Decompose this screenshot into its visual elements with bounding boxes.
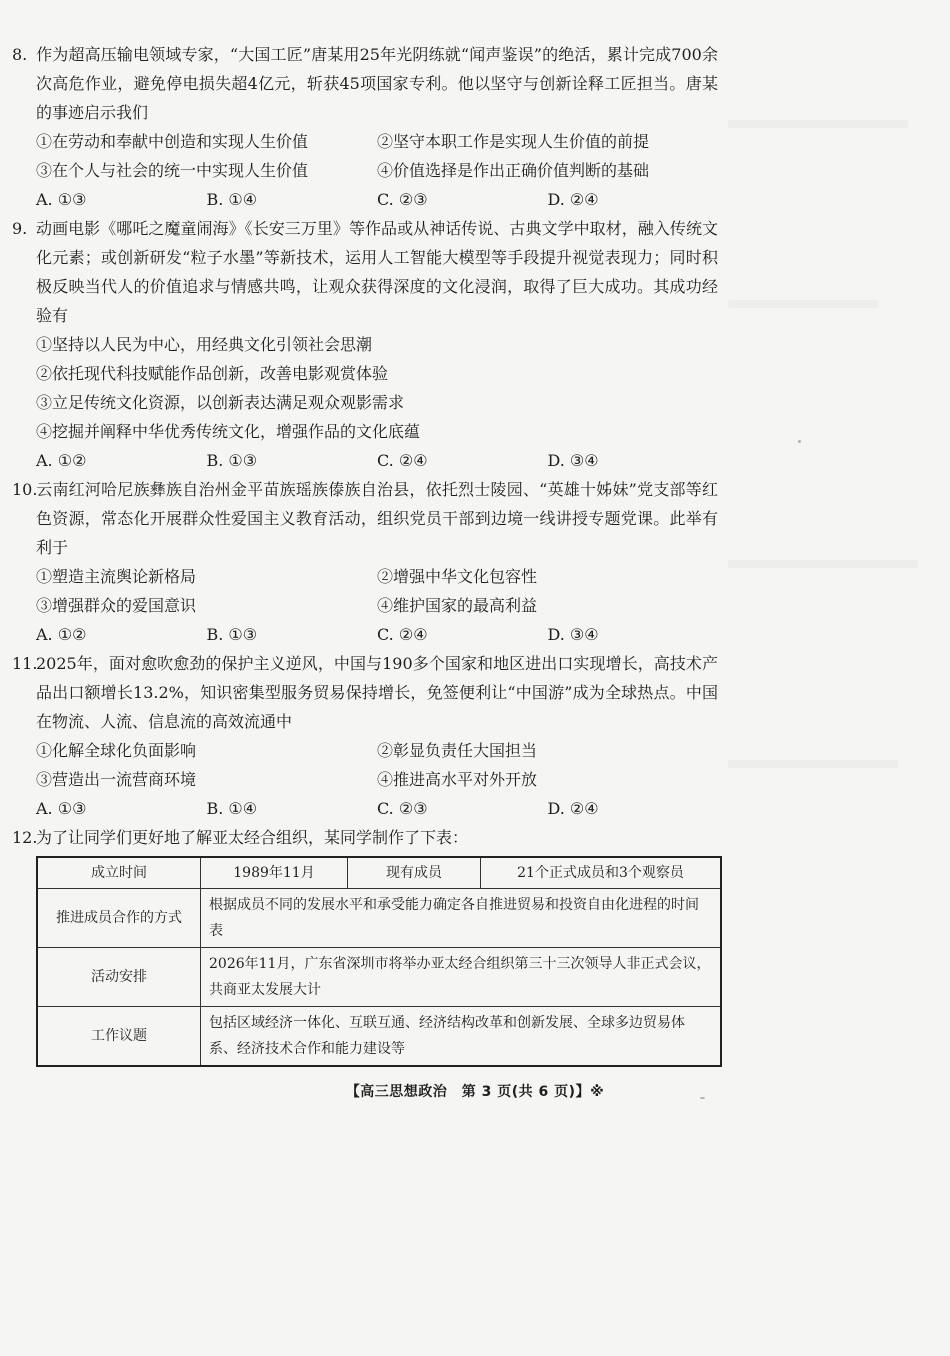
question-stem: 为了让同学们更好地了解亚太经合组织，某同学制作了下表：: [36, 828, 469, 847]
apec-info-table: [36, 856, 722, 1067]
question-stem: 动画电影《哪吒之魔童闹海》《长安三万里》等作品或从神话传说、古典文学中取材，融入传统文化元素；或创新研发“粒子水墨”等新技术，运用人工智能大模型等手段提升视觉表现力；同时积极反映当代人的价值追求与情感共鸣，让观众获得深度的文化浸润，取得了巨大成功。其成功经验有: [36, 219, 718, 325]
option-row: [12, 562, 718, 591]
answer-choice-c: C. ②③: [377, 799, 428, 818]
bleed-through-mark: [728, 300, 878, 308]
statement-option: ④推进高水平对外开放: [377, 770, 538, 789]
answer-choice-b: B. ①③: [206, 451, 258, 470]
option-row: [12, 156, 718, 185]
table-label-cell: 现有成员: [348, 857, 481, 889]
table-row: [37, 857, 721, 889]
option-row: [12, 765, 718, 794]
answer-choices: [12, 185, 718, 214]
table-row: [37, 889, 721, 948]
question-stem: 2025年，面对愈吹愈劲的保护主义逆风，中国与190多个国家和地区进出口实现增长，高技术产品出口额增长13.2%，知识密集型服务贸易保持增长，免签便利让“中国游”成为全球热点。中国在物流、人流、信息流的高效流通中: [36, 654, 718, 731]
statement-option: ④维护国家的最高利益: [377, 596, 538, 615]
statement-option: ②增强中华文化包容性: [377, 567, 538, 586]
answer-choices: [12, 794, 718, 823]
bleed-through-mark: [728, 760, 898, 768]
table-label-cell: 成立时间: [37, 857, 201, 889]
table-row: [37, 1007, 721, 1067]
answer-choice-d: D. ②④: [547, 799, 599, 818]
table-value-cell: 2026年11月，广东省深圳市将举办亚太经合组织第三十三次领导人非正式会议，共商亚太发展大计: [201, 948, 722, 1007]
statement-option: ①在劳动和奉献中创造和实现人生价值: [36, 132, 309, 151]
bleed-through-mark: [728, 120, 908, 128]
statement-option: ①化解全球化负面影响: [36, 741, 197, 760]
statement-option: ②依托现代科技赋能作品创新，改善电影观赏体验: [36, 364, 389, 383]
question-number: 12.: [12, 828, 38, 847]
option-row: [12, 736, 718, 765]
table-value-cell: 包括区域经济一体化、互联互通、经济结构改革和创新发展、全球多边贸易体系、经济技术合作和能力建设等: [201, 1007, 722, 1067]
statement-option: ②彰显负责任大国担当: [377, 741, 538, 760]
statement-option: ③在个人与社会的统一中实现人生价值: [36, 161, 309, 180]
question-10: [12, 475, 718, 649]
table-row: [37, 948, 721, 1007]
answer-choice-d: D. ③④: [547, 625, 599, 644]
question-9: [12, 214, 718, 475]
answer-choice-a: A. ①②: [36, 451, 87, 470]
answer-choice-a: A. ①③: [36, 799, 87, 818]
statement-option: ①塑造主流舆论新格局: [36, 567, 197, 586]
table-value-cell: 1989年11月: [201, 857, 348, 889]
question-stem: 作为超高压输电领域专家，“大国工匠”唐某用25年光阴练就“闻声鉴误”的绝活，累计完成700余次高危作业，避免停电损失超4亿元，斩获45项国家专利。他以坚守与创新诠释工匠担当。唐某的事迹启示我们: [36, 45, 718, 122]
question-content: [12, 40, 718, 1067]
answer-choice-c: C. ②④: [377, 451, 428, 470]
question-number: 10.: [12, 480, 38, 499]
statement-option: ④挖掘并阐释中华优秀传统文化，增强作品的文化底蕴: [36, 422, 421, 441]
table-label-cell: 活动安排: [37, 948, 201, 1007]
answer-choice-d: D. ③④: [547, 451, 599, 470]
option-row: [12, 127, 718, 156]
question-number: 9.: [12, 219, 28, 238]
question-12: [12, 823, 718, 1067]
question-11: [12, 649, 718, 823]
table-label-cell: 工作议题: [37, 1007, 201, 1067]
statement-option: ③增强群众的爱国意识: [36, 596, 197, 615]
table-label-cell: 推进成员合作的方式: [37, 889, 201, 948]
answer-choice-b: B. ①④: [206, 190, 258, 209]
answer-choice-b: B. ①③: [206, 625, 258, 644]
statement-option: ④价值选择是作出正确价值判断的基础: [377, 161, 650, 180]
scan-speck: [798, 440, 801, 443]
answer-choice-a: A. ①②: [36, 625, 87, 644]
answer-choice-a: A. ①③: [36, 190, 87, 209]
answer-choice-d: D. ②④: [547, 190, 599, 209]
page-footer: 【高三思想政治 第 3 页(共 6 页)】※: [345, 1084, 605, 1100]
statement-option: ①坚持以人民为中心，用经典文化引领社会思潮: [36, 335, 373, 354]
statement-option: ③立足传统文化资源，以创新表达满足观众观影需求: [36, 393, 405, 412]
answer-choice-c: C. ②③: [377, 190, 428, 209]
question-number: 11.: [12, 654, 38, 673]
answer-choice-b: B. ①④: [206, 799, 258, 818]
answer-choices: [12, 446, 718, 475]
answer-choices: [12, 620, 718, 649]
table-value-cell: 21个正式成员和3个观察员: [481, 857, 722, 889]
statement-option: ②坚守本职工作是实现人生价值的前提: [377, 132, 650, 151]
question-number: 8.: [12, 45, 28, 64]
question-stem: 云南红河哈尼族彝族自治州金平苗族瑶族傣族自治县，依托烈士陵园、“英雄十姊妹”党支部等红色资源，常态化开展群众性爱国主义教育活动，组织党员干部到边境一线讲授专题党课。此举有利于: [36, 480, 718, 557]
bleed-through-mark: [728, 560, 918, 568]
statement-option: ③营造出一流营商环境: [36, 770, 197, 789]
table-value-cell: 根据成员不同的发展水平和承受能力确定各自推进贸易和投资自由化进程的时间表: [201, 889, 722, 948]
option-row: [12, 591, 718, 620]
question-8: [12, 40, 718, 214]
answer-choice-c: C. ②④: [377, 625, 428, 644]
